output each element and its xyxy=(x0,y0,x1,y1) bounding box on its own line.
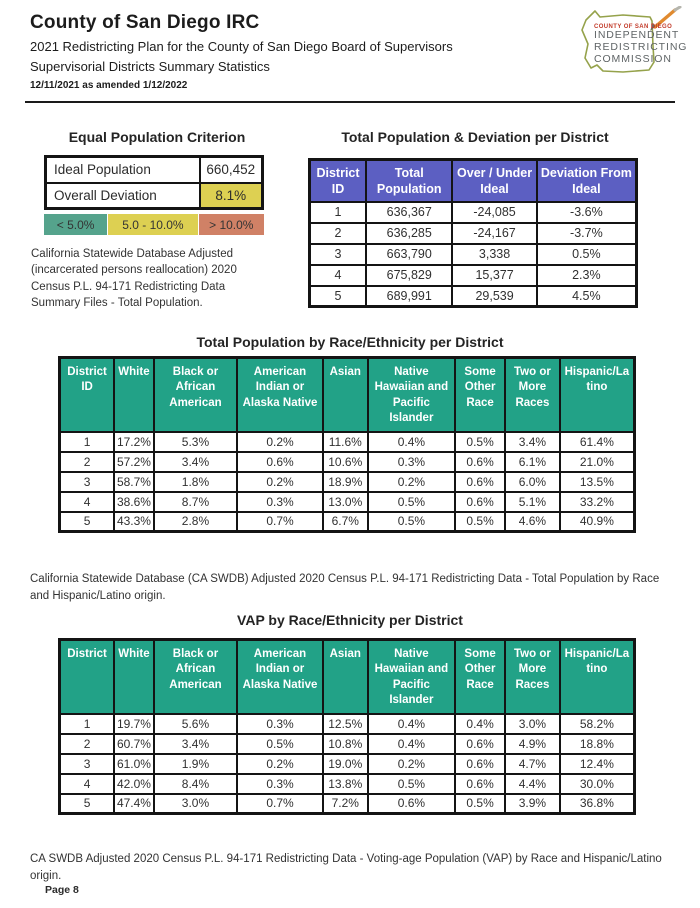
column-header: District xyxy=(60,640,115,714)
table-cell: 0.6% xyxy=(368,794,455,814)
table-cell: 660,452 xyxy=(200,157,263,183)
table-cell: 7.2% xyxy=(323,794,368,814)
logo-county-line: COUNTY OF SAN DIEGO xyxy=(594,24,673,30)
legend-5-to-10: 5.0 - 10.0% xyxy=(108,214,197,235)
total-pop-race-footnote: California Statewide Database (CA SWDB) Adjusted 2020 Census P.L. 94-171 Redistricting Data - Total Population by Race and Hispanic/Latino origin. xyxy=(30,573,660,602)
table-row xyxy=(60,754,635,774)
table-cell: 17.2% xyxy=(114,432,154,452)
column-header: Asian xyxy=(323,358,368,432)
table-cell: 12.4% xyxy=(560,754,635,774)
page-number: Page 8 xyxy=(45,884,79,896)
table-cell: 13.0% xyxy=(323,492,368,512)
table-row xyxy=(60,512,635,532)
table-cell: 13.8% xyxy=(323,774,368,794)
table-cell: 2 xyxy=(310,223,367,244)
column-header: Some Other Race xyxy=(455,640,505,714)
table-cell: 19.0% xyxy=(323,754,368,774)
column-header: White xyxy=(114,640,154,714)
table-row xyxy=(60,452,635,472)
table-row xyxy=(60,472,635,492)
column-header: Two or More Races xyxy=(505,640,560,714)
column-header: Asian xyxy=(323,640,368,714)
table-row xyxy=(60,714,635,734)
table-cell: 0.4% xyxy=(368,432,455,452)
table-cell: 18.9% xyxy=(323,472,368,492)
table-row xyxy=(60,794,635,814)
table-row xyxy=(60,734,635,754)
table-cell: 1.8% xyxy=(154,472,237,492)
date-line: 12/11/2021 as amended 1/12/2022 xyxy=(30,80,188,91)
table-cell: -24,085 xyxy=(452,202,536,223)
table-cell: 0.2% xyxy=(368,754,455,774)
table-cell: 1 xyxy=(310,202,367,223)
table-cell: 0.3% xyxy=(237,714,323,734)
table-cell: 0.4% xyxy=(455,714,505,734)
column-header: American Indian or Alaska Native xyxy=(237,358,323,432)
table-cell: 0.6% xyxy=(455,492,505,512)
table-row xyxy=(60,492,635,512)
table-cell: 6.1% xyxy=(505,452,560,472)
table-cell: 3 xyxy=(310,244,367,265)
table-cell: 0.7% xyxy=(237,512,323,532)
column-header: Total Population xyxy=(366,160,452,202)
table-cell: 0.4% xyxy=(368,714,455,734)
column-header: District ID xyxy=(310,160,367,202)
table-cell: 29,539 xyxy=(452,286,536,307)
table-cell: 0.3% xyxy=(368,452,455,472)
table-cell: 2.8% xyxy=(154,512,237,532)
table-cell: 4.9% xyxy=(505,734,560,754)
table-cell: 5 xyxy=(60,794,115,814)
table-cell: 5 xyxy=(60,512,115,532)
table-cell: 4 xyxy=(60,492,115,512)
logo-line-independent: INDEPENDENT xyxy=(594,29,680,41)
table-cell: 0.6% xyxy=(455,774,505,794)
column-header: American Indian or Alaska Native xyxy=(237,640,323,714)
table-cell: 4 xyxy=(310,265,367,286)
vap-race-title: VAP by Race/Ethnicity per District xyxy=(237,612,463,628)
column-header: Black or African American xyxy=(154,358,237,432)
table-cell: 61.4% xyxy=(560,432,635,452)
table-cell: 0.3% xyxy=(237,774,323,794)
table-cell: 47.4% xyxy=(114,794,154,814)
table-cell: 3 xyxy=(60,754,115,774)
table-cell: 2.3% xyxy=(537,265,637,286)
table-cell: 636,367 xyxy=(366,202,452,223)
column-header: Deviation From Ideal xyxy=(537,160,637,202)
table-row xyxy=(310,286,637,307)
table-cell: 1 xyxy=(60,432,115,452)
subtitle-plan: 2021 Redistricting Plan for the County of San Diego Board of Supervisors xyxy=(30,39,453,54)
table-cell: 4.7% xyxy=(505,754,560,774)
table-cell: 636,285 xyxy=(366,223,452,244)
table-cell: 3.4% xyxy=(505,432,560,452)
table-row xyxy=(60,432,635,452)
table-cell: 58.2% xyxy=(560,714,635,734)
total-pop-race-table xyxy=(58,356,636,533)
legend-over-10: > 10.0% xyxy=(199,214,264,235)
table-cell: 19.7% xyxy=(114,714,154,734)
document-header xyxy=(30,12,550,91)
table-cell: 0.6% xyxy=(455,734,505,754)
table-cell: 0.5% xyxy=(455,432,505,452)
logo-line-commission: COMMISSION xyxy=(594,52,672,65)
table-cell: 61.0% xyxy=(114,754,154,774)
table-cell: 0.5% xyxy=(455,794,505,814)
table-cell: 2 xyxy=(60,452,115,472)
table-cell: 8.1% xyxy=(200,183,263,209)
table-row xyxy=(310,223,637,244)
table-cell: 0.6% xyxy=(455,452,505,472)
column-header: Two or More Races xyxy=(505,358,560,432)
table-cell: Overall Deviation xyxy=(46,183,200,209)
table-header-row xyxy=(60,358,635,432)
table-header-row xyxy=(310,160,637,202)
table-cell: 0.7% xyxy=(237,794,323,814)
column-header: Hispanic/Latino xyxy=(560,358,635,432)
table-cell: 21.0% xyxy=(560,452,635,472)
table-cell: 6.7% xyxy=(323,512,368,532)
table-cell: 30.0% xyxy=(560,774,635,794)
table-row xyxy=(46,157,263,183)
table-cell: 0.2% xyxy=(368,472,455,492)
vap-race-footnote: CA SWDB Adjusted 2020 Census P.L. 94-171 Redistricting Data - Voting-age Population (VAP) by Race and Hispanic/Latino origin. xyxy=(30,853,662,882)
column-header: Native Hawaiian and Pacific Islander xyxy=(368,640,455,714)
table-cell: 38.6% xyxy=(114,492,154,512)
table-cell: 11.6% xyxy=(323,432,368,452)
deviation-table-title: Total Population & Deviation per District xyxy=(341,129,609,145)
table-cell: 4.5% xyxy=(537,286,637,307)
table-cell: 0.6% xyxy=(237,452,323,472)
header-divider xyxy=(25,101,675,103)
table-cell: 0.5% xyxy=(368,512,455,532)
table-cell: 10.8% xyxy=(323,734,368,754)
table-cell: 675,829 xyxy=(366,265,452,286)
table-row xyxy=(310,265,637,286)
table-cell: 43.3% xyxy=(114,512,154,532)
logo-text-block xyxy=(594,24,694,66)
table-cell: 2 xyxy=(60,734,115,754)
table-cell: -24,167 xyxy=(452,223,536,244)
column-header: Black or African American xyxy=(154,640,237,714)
table-cell: 4.6% xyxy=(505,512,560,532)
total-pop-race-title: Total Population by Race/Ethnicity per District xyxy=(196,334,504,350)
table-cell: 8.4% xyxy=(154,774,237,794)
table-cell: 0.6% xyxy=(455,754,505,774)
table-cell: 0.5% xyxy=(237,734,323,754)
table-cell: 0.5% xyxy=(368,492,455,512)
table-cell: 1.9% xyxy=(154,754,237,774)
legend-under-5: < 5.0% xyxy=(44,214,107,235)
table-cell: 58.7% xyxy=(114,472,154,492)
table-cell: 60.7% xyxy=(114,734,154,754)
table-cell: 3,338 xyxy=(452,244,536,265)
logo-line-redistricting: REDISTRICTING xyxy=(594,40,688,53)
subtitle-statistics: Supervisorial Districts Summary Statistics xyxy=(30,59,270,74)
table-cell: 42.0% xyxy=(114,774,154,794)
column-header: White xyxy=(114,358,154,432)
deviation-color-legend xyxy=(44,214,264,235)
table-cell: 0.5% xyxy=(537,244,637,265)
table-cell: -3.6% xyxy=(537,202,637,223)
table-cell: 689,991 xyxy=(366,286,452,307)
table-cell: 4 xyxy=(60,774,115,794)
table-row xyxy=(60,774,635,794)
table-cell: 13.5% xyxy=(560,472,635,492)
table-row xyxy=(310,244,637,265)
table-cell: 15,377 xyxy=(452,265,536,286)
table-cell: 0.2% xyxy=(237,754,323,774)
table-cell: 0.6% xyxy=(455,472,505,492)
table-cell: 0.2% xyxy=(237,472,323,492)
table-cell: -3.7% xyxy=(537,223,637,244)
column-header: District ID xyxy=(60,358,115,432)
table-cell: 3.4% xyxy=(154,452,237,472)
table-cell: 18.8% xyxy=(560,734,635,754)
table-cell: 1 xyxy=(60,714,115,734)
table-cell: 5.3% xyxy=(154,432,237,452)
column-header: Native Hawaiian and Pacific Islander xyxy=(368,358,455,432)
table-cell: 663,790 xyxy=(366,244,452,265)
table-cell: 57.2% xyxy=(114,452,154,472)
table-cell: 6.0% xyxy=(505,472,560,492)
table-cell: 0.4% xyxy=(368,734,455,754)
table-cell: 40.9% xyxy=(560,512,635,532)
table-cell: 3.0% xyxy=(505,714,560,734)
table-cell: Ideal Population xyxy=(46,157,200,183)
page-title: County of San Diego IRC xyxy=(30,12,260,33)
table-cell: 0.5% xyxy=(455,512,505,532)
table-cell: 3.4% xyxy=(154,734,237,754)
table-cell: 0.2% xyxy=(237,432,323,452)
irc-logo xyxy=(563,6,695,80)
table-cell: 5.6% xyxy=(154,714,237,734)
population-deviation-table xyxy=(308,158,638,308)
table-cell: 5.1% xyxy=(505,492,560,512)
table-row xyxy=(46,183,263,209)
table-cell: 3.9% xyxy=(505,794,560,814)
table-header-row xyxy=(60,640,635,714)
column-header: Some Other Race xyxy=(455,358,505,432)
table-cell: 8.7% xyxy=(154,492,237,512)
equal-population-title: Equal Population Criterion xyxy=(68,129,246,145)
table-cell: 4.4% xyxy=(505,774,560,794)
equal-population-table xyxy=(44,155,264,210)
table-cell: 3.0% xyxy=(154,794,237,814)
table-cell: 36.8% xyxy=(560,794,635,814)
table-cell: 0.3% xyxy=(237,492,323,512)
table-row xyxy=(310,202,637,223)
vap-race-table xyxy=(58,638,636,815)
column-header: Hispanic/Latino xyxy=(560,640,635,714)
table-cell: 33.2% xyxy=(560,492,635,512)
table-cell: 3 xyxy=(60,472,115,492)
column-header: Over / Under Ideal xyxy=(452,160,536,202)
table-cell: 10.6% xyxy=(323,452,368,472)
equal-population-footnote: California Statewide Database Adjusted (incarcerated persons reallocation) 2020 Census P.L. 94-171 Redistricting Data Summary Files - Total Population. xyxy=(31,248,237,309)
table-cell: 12.5% xyxy=(323,714,368,734)
table-cell: 0.5% xyxy=(368,774,455,794)
table-cell: 5 xyxy=(310,286,367,307)
